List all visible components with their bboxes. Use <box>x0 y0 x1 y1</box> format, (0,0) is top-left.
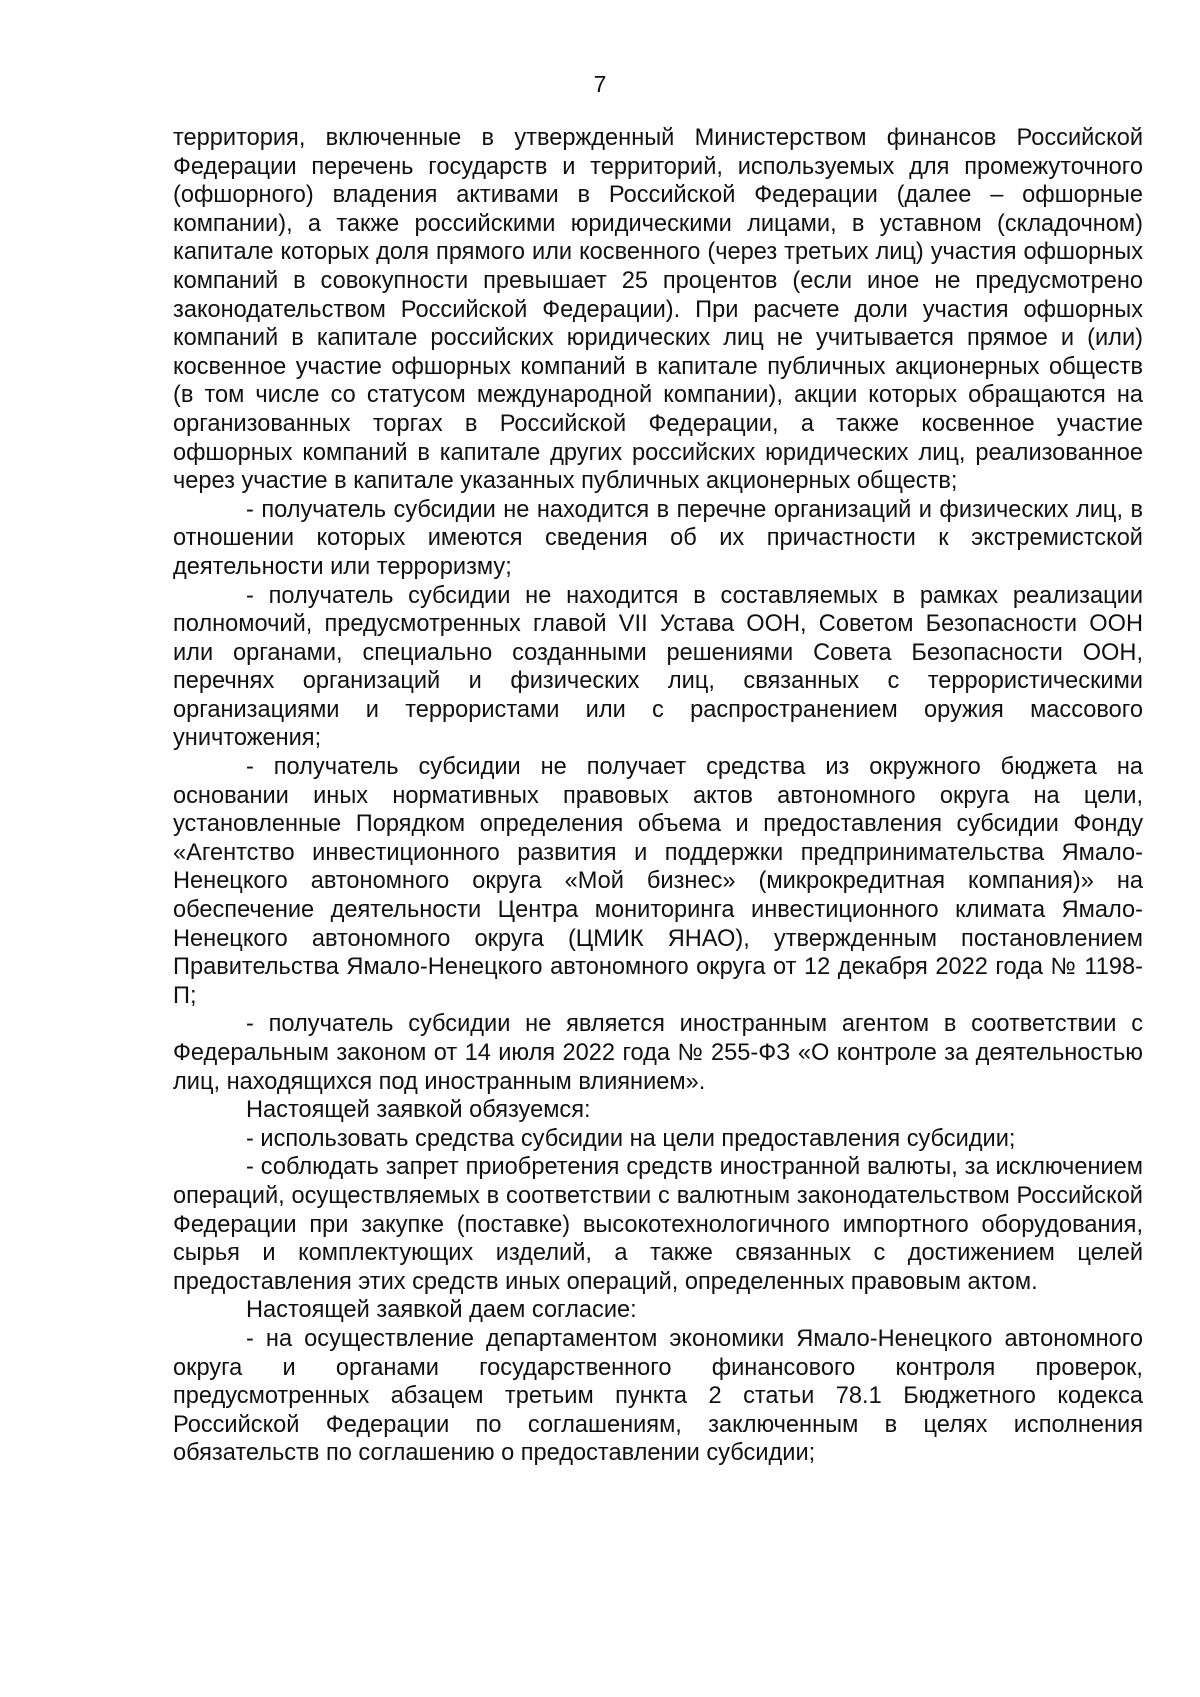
paragraph-use-funds: - использовать средства субсидии на цели предоставления субсидии; <box>246 1125 1016 1152</box>
paragraph-not-foreign-agent: - получатель субсидии не является иностранным агентом в соответствии с Федеральным законом от 14 июля 2022 года № 255-ФЗ «О контроле за деятельностью лиц, находящихся под иностранным влиянием». <box>173 1011 1143 1095</box>
paragraph-no-other-budget-funds: - получатель субсидии не получает средства из окружного бюджета на основании иных нормативных правовых актов автономного округа на цели, установленные Порядком определения объема и предоставления субсидии Фонду «Агентство инвестиционного развития и поддержки предпринимательства Ямало-Ненецкого автономного округа «Мой бизнес» (микрокредитная компания)» на обеспечение деятельности Центра мониторинга инвестиционного климата Ямало-Ненецкого автономного округа (ЦМИК ЯНАО), утвержденным постановлением Правительства Ямало-Ненецкого автономного округа от 12 декабря 2022 года № 1198-П; <box>173 754 1143 1009</box>
paragraph-extremism-list: - получатель субсидии не находится в перечне организаций и физических лиц, в отношении которых имеются сведения об их причастности к экстремистской деятельности или терроризму; <box>173 496 1143 580</box>
paragraph-offshore-continuation: территория, включенные в утвержденный Министерством финансов Российской Федерации перечень государств и территорий, используемых для промежуточного (офшорного) владения активами в Российской Федерации (далее – офшорные компании), а также российскими юридическими лицами, в уставном (складочном) капитале которых доля прямого или косвенного (через третьих лиц) участия офшорных компаний в совокупности превышает 25 процентов (если иное не предусмотрено законодательством Российской Федерации). При расчете доли участия офшорных компаний в капитале российских юридических лиц не учитывается прямое и (или) косвенное участие офшорных компаний в капитале публичных акционерных обществ (в том числе со статусом международной компании), акции которых обращаются на организованных торгах в Российской Федерации, а также косвенное участие офшорных компаний в капитале других российских юридических лиц, реализованное через участие в капитале указанных публичных акционерных обществ; <box>173 125 1143 495</box>
document-body <box>173 124 1143 1468</box>
paragraph-un-sanctions-list: - получатель субсидии не находится в составляемых в рамках реализации полномочий, предусмотренных главой VII Устава ООН, Советом Безопасности ООН или органами, специально созданными решениями Совета Безопасности ООН, перечнях организаций и физических лиц, связанных с террористическими организациями и террористами или с распространением оружия массового уничтожения; <box>173 582 1143 752</box>
paragraph-currency-ban: - соблюдать запрет приобретения средств иностранной валюты, за исключением операций, осуществляемых в соответствии с валютным законодательством Российской Федерации при закупке (поставке) высокотехнологичного импортного оборудования, сырья и комплектующих изделий, а также связанных с достижением целей предоставления этих средств иных операций, определенных правовым актом. <box>173 1154 1143 1295</box>
paragraph-obligations-heading: Настоящей заявкой обязуемся: <box>246 1097 591 1124</box>
paragraph-consent-inspections: - на осуществление департаментом экономики Ямало-Ненецкого автономного округа и органами государственного финансового контроля проверок, предусмотренных абзацем третьим пункта 2 статьи 78.1 Бюджетного кодекса Российской Федерации по соглашениям, заключенным в целях исполнения обязательств по соглашению о предоставлении субсидии; <box>173 1325 1143 1467</box>
page-number: 7 <box>593 71 607 97</box>
paragraph-consent-heading: Настоящей заявкой даем согласие: <box>246 1297 637 1324</box>
